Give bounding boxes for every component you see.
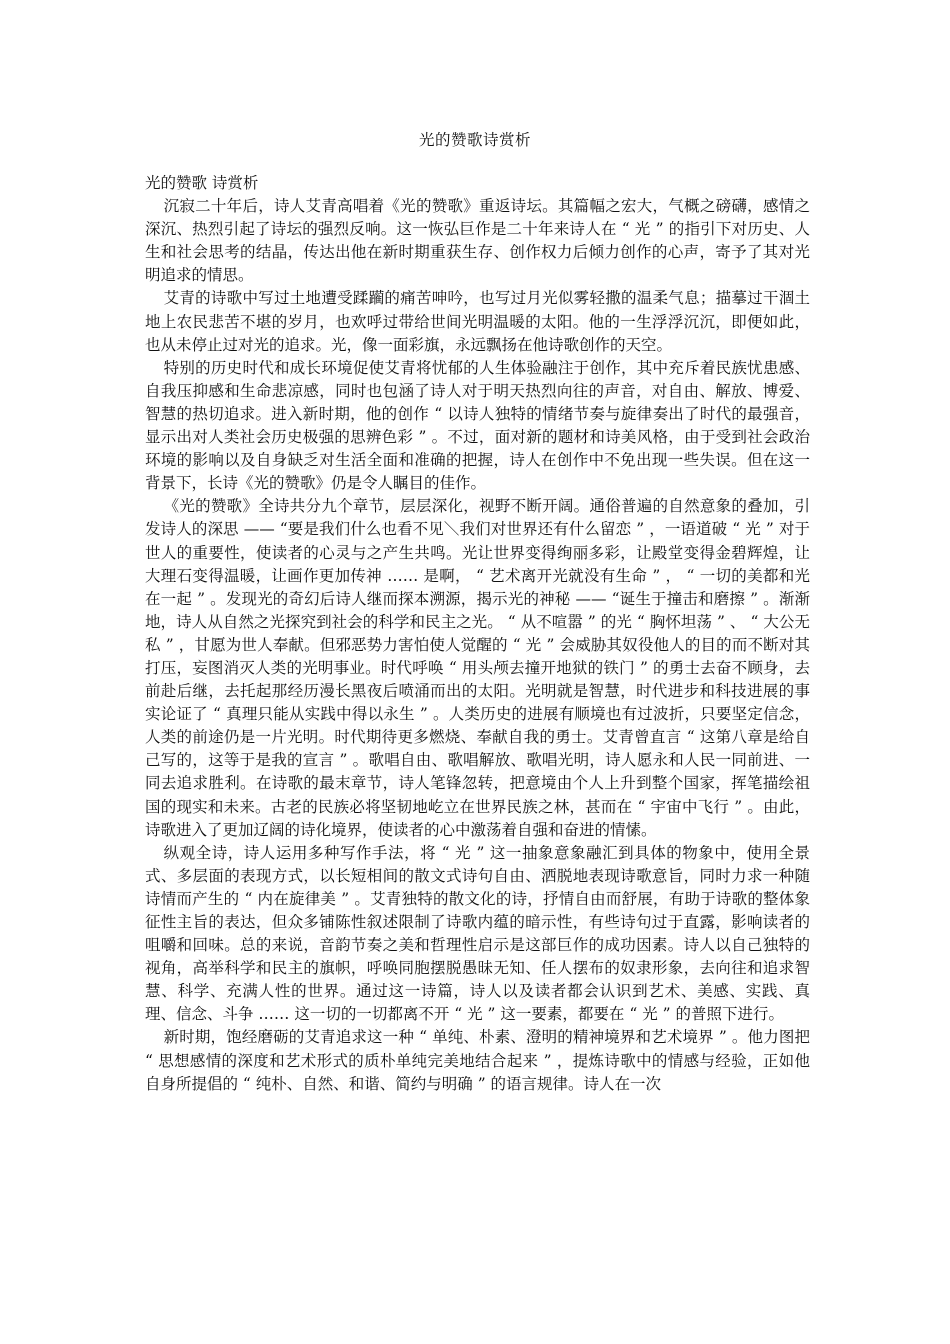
paragraph: 特别的历史时代和成长环境促使艾青将忧郁的人生体验融注于创作，其中充斥着民族忧患感、自我压抑感和生命悲凉感，同时也包涵了诗人对于明天热烈向往的声音，对自由、解放、博爱、智慧的热切追求。进入新时期，他的创作 “ 以诗人独特的情绪节奏与旋律奏出了时代的最强音，显示出对人类社会历史极强的思辨色彩 ” 。不过，面对新的题材和诗美风格，由于受到社会政治环境的影响以及自身缺乏对生活全面和准确的把握，诗人在创作中不免出现一些失误。但在这一背景下，长诗《光的赞歌》仍是令人瞩目的佳作。	[145, 358, 810, 493]
paragraph: 《光的赞歌》全诗共分九个章节，层层深化，视野不断开阔。通俗普遍的自然意象的叠加，引发诗人的深思 —— “要是我们什么也看不见＼我们对世界还有什么留恋 ” ，一语道破 “ 光 ” 对于世人的重要性，使读者的心灵与之产生共鸣。光让世界变得绚丽多彩，让殿堂变得金碧辉煌，让大理石变得温暖，让画作更加传神 …… 是啊， “ 艺术离开光就没有生命 ” ， “ 一切的美都和光在一起 ” 。发现光的奇幻后诗人继而探本溯源，揭示光的神秘 —— “诞生于撞击和磨擦 ” 。渐渐地，诗人从自然之光探究到社会的科学和民主之光。 “ 从不喧嚣 ” 的光 “ 胸怀坦荡 ” 、 “ 大公无私 ” ，甘愿为世人奉献。但邪恶势力害怕使人觉醒的 “ 光 ” 会威胁其奴役他人的目的而不断对其打压，妄图消灭人类的光明事业。时代呼唤 “ 用头颅去撞开地狱的铁门 ” 的勇士去奋不顾身，去前赴后继，去托起那经历漫长黑夜后喷涌而出的太阳。光明就是智慧，时代进步和科技进展的事实论证了 “ 真理只能从实践中得以永生 ” 。人类历史的进展有顺境也有过波折，只要坚定信念，人类的前途仍是一片光明。时代期待更多燃烧、奉献自我的勇士。艾青曾直言 “ 这第八章是给自己写的，这等于是我的宣言 ” 。歌唱自由、歌唱解放、歌唱光明，诗人愿永和人民一同前进、一同去追求胜利。在诗歌的最末章节，诗人笔锋忽转，把意境由个人上升到整个国家，挥笔描绘祖国的现实和未来。古老的民族必将坚韧地屹立在世界民族之林，甚而在 “ 宇宙中飞行 ” 。由此，诗歌进入了更加辽阔的诗化境界，使读者的心中激荡着自强和奋进的情愫。	[145, 497, 810, 839]
document-body	[145, 172, 810, 1096]
page-title: 光的赞歌诗赏析	[418, 131, 531, 149]
paragraph: 纵观全诗，诗人运用多种写作手法，将 “ 光 ” 这一抽象意象融汇到具体的物象中，使用全景式、多层面的表现方式，以长短相间的散文式诗句自由、洒脱地表现诗歌意旨，同时力求一种随诗情而产生的 “ 内在旋律美 ” 。艾青独特的散文化的诗，抒情自由而舒展，有助于诗歌的整体象征性主旨的表达，但众多铺陈性叙述限制了诗歌内蕴的暗示性，有些诗句过于直露，影响读者的咀嚼和回味。总的来说，音韵节奏之美和哲理性启示是这部巨作的成功因素。诗人以自己独特的视角，高举科学和民主的旗帜，呼唤同胞摆脱愚昧无知、任人摆布的奴隶形象，去向往和追求智慧、科学、充满人性的世界。通过这一诗篇，诗人以及读者都会认识到艺术、美感、实践、真理、信念、斗争 …… 这一切的一切都离不开 “ 光 ” 这一要素，都要在 “ 光 ” 的普照下进行。	[145, 843, 810, 1024]
paragraph: 艾青的诗歌中写过土地遭受蹂躏的痛苦呻吟，也写过月光似雾轻撒的温柔气息；描摹过干涸土地上农民悲苦不堪的岁月，也欢呼过带给世间光明温暖的太阳。他的一生浮浮沉沉，即便如此，也从未停止过对光的追求。光，像一面彩旗，永远飘扬在他诗歌创作的天空。	[145, 289, 810, 354]
document-subtitle: 光的赞歌 诗赏析	[145, 174, 259, 192]
paragraph: 新时期，饱经磨砺的艾青追求这一种 “ 单纯、朴素、澄明的精神境界和艺术境界 ” 。他力图把 “ 思想感情的深度和艺术形式的质朴单纯完美地结合起来 ” ，提炼诗歌中的情感与经验，正如他自身所提倡的 “ 纯朴、自然、和谐、简约与明确 ” 的语言规律。诗人在一次	[145, 1028, 810, 1093]
paragraph: 沉寂二十年后，诗人艾青高唱着《光的赞歌》重返诗坛。其篇幅之宏大，气概之磅礴，感情之深沉、热烈引起了诗坛的强烈反响。这一恢弘巨作是二十年来诗人在 “ 光 ” 的指引下对历史、人生和社会思考的结晶，传达出他在新时期重获生存、创作权力后倾力创作的心声，寄予了其对光明追求的情思。	[145, 197, 810, 285]
